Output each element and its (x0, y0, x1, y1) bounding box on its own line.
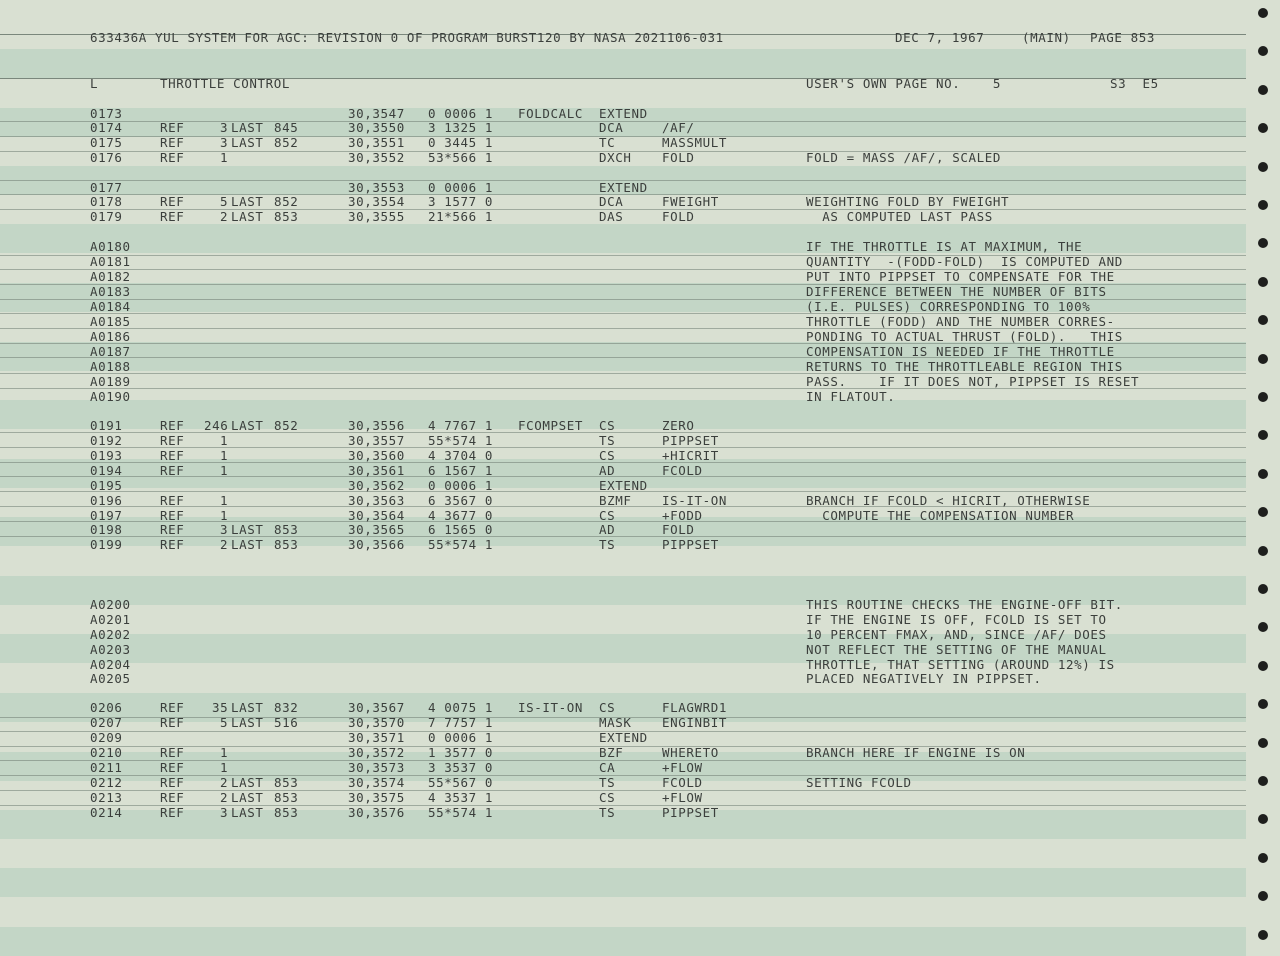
subheader-code: S3 E5 (1110, 76, 1159, 91)
green-band (0, 927, 1246, 956)
feed-hole (1258, 738, 1268, 748)
row-operand: +FLOW (662, 760, 703, 775)
row-comment: PONDING TO ACTUAL THRUST (FOLD). THIS (806, 329, 1123, 344)
row-line: 0197 (90, 508, 123, 523)
row-line: 0174 (90, 120, 123, 135)
row-op: AD (599, 463, 616, 478)
row-word: 4 3677 0 (428, 508, 494, 523)
row-operand: FOLD (662, 150, 695, 165)
row-comment: PLACED NEGATIVELY IN PIPPSET. (806, 671, 1042, 686)
row-op: CS (599, 448, 616, 463)
row-page: 516 (274, 715, 299, 730)
feed-hole (1258, 507, 1268, 517)
row-line: 0173 (90, 106, 123, 121)
row-ref: REF (160, 508, 185, 523)
row-addr: 30,3563 (348, 493, 405, 508)
row-op: DXCH (599, 150, 632, 165)
feed-hole (1258, 930, 1268, 940)
green-band (0, 810, 1246, 839)
row-comment: DIFFERENCE BETWEEN THE NUMBER OF BITS (806, 284, 1107, 299)
row-op: AD (599, 522, 616, 537)
row-line: A0204 (90, 657, 131, 672)
feed-hole (1258, 546, 1268, 556)
row-last: LAST (231, 715, 264, 730)
header-page: PAGE 853 (1090, 30, 1156, 45)
row-ref: REF (160, 493, 185, 508)
row-word: 6 1567 1 (428, 463, 494, 478)
row-line: A0203 (90, 642, 131, 657)
row-refnum: 1 (220, 463, 229, 478)
row-word: 53*566 1 (428, 150, 494, 165)
row-ref: REF (160, 715, 185, 730)
row-refnum: 1 (220, 760, 229, 775)
feed-hole (1258, 277, 1268, 287)
row-line: 0195 (90, 478, 123, 493)
feed-hole (1258, 392, 1268, 402)
header-date: DEC 7, 1967 (895, 30, 985, 45)
row-word: 7 7757 1 (428, 715, 494, 730)
header-assembly: (MAIN) (1022, 30, 1071, 45)
row-refnum: 1 (220, 448, 229, 463)
row-addr: 30,3571 (348, 730, 405, 745)
row-comment: THROTTLE, THAT SETTING (AROUND 12%) IS (806, 657, 1115, 672)
row-op: EXTEND (599, 106, 648, 121)
row-word: 0 0006 1 (428, 478, 494, 493)
row-word: 1 3577 0 (428, 745, 494, 760)
row-line: 0213 (90, 790, 123, 805)
row-op: CS (599, 418, 616, 433)
print-rule (0, 760, 1246, 761)
row-word: 55*574 1 (428, 805, 494, 820)
print-rule (0, 447, 1246, 448)
row-label: FOLDCALC (518, 106, 584, 121)
row-operand: /AF/ (662, 120, 695, 135)
row-refnum: 3 (220, 135, 229, 150)
row-line: 0196 (90, 493, 123, 508)
print-rule (0, 536, 1246, 537)
row-line: 0178 (90, 194, 123, 209)
row-addr: 30,3550 (348, 120, 405, 135)
row-addr: 30,3557 (348, 433, 405, 448)
print-rule (0, 476, 1246, 477)
feed-hole (1258, 315, 1268, 325)
row-page: 853 (274, 775, 299, 790)
row-comment: WEIGHTING FOLD BY FWEIGHT (806, 194, 1010, 209)
feed-hole (1258, 622, 1268, 632)
row-last: LAST (231, 805, 264, 820)
row-last: LAST (231, 209, 264, 224)
row-word: 0 0006 1 (428, 180, 494, 195)
row-addr: 30,3554 (348, 194, 405, 209)
row-line: A0184 (90, 299, 131, 314)
row-operand: ENGINBIT (662, 715, 728, 730)
row-comment: THIS ROUTINE CHECKS THE ENGINE-OFF BIT. (806, 597, 1123, 612)
row-last: LAST (231, 522, 264, 537)
row-comment: 10 PERCENT FMAX, AND, SINCE /AF/ DOES (806, 627, 1107, 642)
print-rule (0, 805, 1246, 806)
row-ref: REF (160, 790, 185, 805)
row-page: 853 (274, 790, 299, 805)
row-addr: 30,3575 (348, 790, 405, 805)
feed-hole (1258, 46, 1268, 56)
row-comment: PUT INTO PIPPSET TO COMPENSATE FOR THE (806, 269, 1115, 284)
row-line: 0214 (90, 805, 123, 820)
feed-hole (1258, 853, 1268, 863)
row-op: BZF (599, 745, 624, 760)
row-addr: 30,3553 (348, 180, 405, 195)
row-word: 55*567 0 (428, 775, 494, 790)
feed-hole (1258, 661, 1268, 671)
row-word: 4 3704 0 (428, 448, 494, 463)
row-page: 853 (274, 522, 299, 537)
feed-hole (1258, 891, 1268, 901)
feed-hole (1258, 85, 1268, 95)
row-refnum: 5 (220, 194, 229, 209)
row-operand: PIPPSET (662, 805, 719, 820)
row-last: LAST (231, 418, 264, 433)
row-operand: FOLD (662, 522, 695, 537)
green-band (0, 868, 1246, 897)
feed-hole (1258, 814, 1268, 824)
feed-hole (1258, 699, 1268, 709)
row-addr: 30,3547 (348, 106, 405, 121)
row-word: 21*566 1 (428, 209, 494, 224)
row-page: 853 (274, 537, 299, 552)
row-last: LAST (231, 194, 264, 209)
row-op: TS (599, 537, 616, 552)
row-refnum: 1 (220, 433, 229, 448)
row-op: DAS (599, 209, 624, 224)
row-addr: 30,3560 (348, 448, 405, 463)
row-ref: REF (160, 775, 185, 790)
row-comment: FOLD = MASS /AF/, SCALED (806, 150, 1002, 165)
row-addr: 30,3562 (348, 478, 405, 493)
row-word: 4 7767 1 (428, 418, 494, 433)
feed-hole (1258, 354, 1268, 364)
row-ref: REF (160, 463, 185, 478)
row-last: LAST (231, 790, 264, 805)
row-comment: AS COMPUTED LAST PASS (806, 209, 993, 224)
row-ref: REF (160, 760, 185, 775)
row-op: EXTEND (599, 180, 648, 195)
row-comment: NOT REFLECT THE SETTING OF THE MANUAL (806, 642, 1107, 657)
row-word: 55*574 1 (428, 537, 494, 552)
row-last: LAST (231, 120, 264, 135)
row-line: A0205 (90, 671, 131, 686)
row-addr: 30,3556 (348, 418, 405, 433)
feed-hole (1258, 584, 1268, 594)
row-ref: REF (160, 448, 185, 463)
row-page: 845 (274, 120, 299, 135)
row-ref: REF (160, 700, 185, 715)
row-comment: IN FLATOUT. (806, 389, 896, 404)
row-ref: REF (160, 209, 185, 224)
row-addr: 30,3552 (348, 150, 405, 165)
row-comment: RETURNS TO THE THROTTLEABLE REGION THIS (806, 359, 1123, 374)
row-line: 0198 (90, 522, 123, 537)
row-ref: REF (160, 805, 185, 820)
row-word: 6 3567 0 (428, 493, 494, 508)
row-comment: BRANCH IF FCOLD < HICRIT, OTHERWISE (806, 493, 1091, 508)
row-line: A0182 (90, 269, 131, 284)
row-refnum: 1 (220, 745, 229, 760)
row-line: 0175 (90, 135, 123, 150)
row-page: 852 (274, 194, 299, 209)
row-refnum: 3 (220, 805, 229, 820)
row-comment: COMPUTE THE COMPENSATION NUMBER (806, 508, 1075, 523)
row-line: A0185 (90, 314, 131, 329)
row-line: 0176 (90, 150, 123, 165)
row-ref: REF (160, 135, 185, 150)
feed-hole (1258, 776, 1268, 786)
row-operand: PIPPSET (662, 433, 719, 448)
row-op: DCA (599, 194, 624, 209)
row-word: 4 0075 1 (428, 700, 494, 715)
row-line: A0183 (90, 284, 131, 299)
row-label: IS-IT-ON (518, 700, 584, 715)
row-comment: IF THE ENGINE IS OFF, FCOLD IS SET TO (806, 612, 1107, 627)
row-line: 0209 (90, 730, 123, 745)
row-ref: REF (160, 150, 185, 165)
row-line: A0187 (90, 344, 131, 359)
row-line: 0179 (90, 209, 123, 224)
row-line: A0180 (90, 239, 131, 254)
row-ref: REF (160, 194, 185, 209)
row-operand: ZERO (662, 418, 695, 433)
row-op: DCA (599, 120, 624, 135)
row-ref: REF (160, 522, 185, 537)
row-op: EXTEND (599, 730, 648, 745)
row-last: LAST (231, 537, 264, 552)
row-operand: FLAGWRD1 (662, 700, 728, 715)
users-own-page: USER'S OWN PAGE NO. 5 (806, 76, 1002, 91)
print-rule (0, 775, 1246, 776)
print-rule (0, 462, 1246, 463)
row-ref: REF (160, 537, 185, 552)
row-line: 0212 (90, 775, 123, 790)
row-op: CA (599, 760, 616, 775)
row-refnum: 5 (220, 715, 229, 730)
row-page: 853 (274, 209, 299, 224)
row-refnum: 1 (220, 508, 229, 523)
row-label: FCOMPSET (518, 418, 584, 433)
subheader-marker: L (90, 76, 99, 91)
row-line: A0200 (90, 597, 131, 612)
print-rule (0, 136, 1246, 137)
row-addr: 30,3564 (348, 508, 405, 523)
row-refnum: 2 (220, 537, 229, 552)
row-line: A0190 (90, 389, 131, 404)
green-band (0, 400, 1246, 429)
row-word: 3 1577 0 (428, 194, 494, 209)
row-comment: BRANCH HERE IF ENGINE IS ON (806, 745, 1026, 760)
green-band (0, 49, 1246, 78)
row-word: 0 3445 1 (428, 135, 494, 150)
row-line: 0194 (90, 463, 123, 478)
row-line: A0202 (90, 627, 131, 642)
row-page: 853 (274, 805, 299, 820)
row-last: LAST (231, 700, 264, 715)
row-line: 0206 (90, 700, 123, 715)
row-refnum: 3 (220, 522, 229, 537)
row-addr: 30,3567 (348, 700, 405, 715)
row-page: 852 (274, 135, 299, 150)
row-comment: THROTTLE (FODD) AND THE NUMBER CORRES- (806, 314, 1115, 329)
row-addr: 30,3551 (348, 135, 405, 150)
row-page: 852 (274, 418, 299, 433)
row-comment: (I.E. PULSES) CORRESPONDING TO 100% (806, 299, 1091, 314)
tractor-feed-holes (1254, 0, 1274, 956)
row-last: LAST (231, 775, 264, 790)
row-comment: PASS. IF IT DOES NOT, PIPPSET IS RESET (806, 374, 1140, 389)
row-refnum: 3 (220, 120, 229, 135)
row-op: TS (599, 805, 616, 820)
row-op: TC (599, 135, 616, 150)
row-line: A0188 (90, 359, 131, 374)
header-title: 633436A YUL SYSTEM FOR AGC: REVISION 0 OF PROGRAM BURST120 BY NASA 2021106-031 (90, 30, 724, 45)
row-refnum: 1 (220, 493, 229, 508)
row-refnum: 35 (212, 700, 229, 715)
row-comment: COMPENSATION IS NEEDED IF THE THROTTLE (806, 344, 1115, 359)
row-addr: 30,3565 (348, 522, 405, 537)
row-word: 4 3537 1 (428, 790, 494, 805)
row-comment: QUANTITY -(FODD-FOLD) IS COMPUTED AND (806, 254, 1123, 269)
row-operand: +FLOW (662, 790, 703, 805)
print-rule (0, 790, 1246, 791)
row-op: TS (599, 775, 616, 790)
feed-hole (1258, 469, 1268, 479)
row-operand: FOLD (662, 209, 695, 224)
row-refnum: 2 (220, 775, 229, 790)
row-op: BZMF (599, 493, 632, 508)
row-word: 3 3537 0 (428, 760, 494, 775)
row-ref: REF (160, 120, 185, 135)
row-operand: FCOLD (662, 463, 703, 478)
row-op: EXTEND (599, 478, 648, 493)
row-line: 0199 (90, 537, 123, 552)
row-op: CS (599, 700, 616, 715)
row-word: 6 1565 0 (428, 522, 494, 537)
row-line: A0189 (90, 374, 131, 389)
row-op: TS (599, 433, 616, 448)
row-refnum: 246 (204, 418, 229, 433)
row-word: 3 1325 1 (428, 120, 494, 135)
row-word: 0 0006 1 (428, 730, 494, 745)
row-op: CS (599, 790, 616, 805)
row-operand: WHERETO (662, 745, 719, 760)
row-word: 0 0006 1 (428, 106, 494, 121)
row-op: CS (599, 508, 616, 523)
row-page: 832 (274, 700, 299, 715)
row-refnum: 2 (220, 790, 229, 805)
feed-hole (1258, 200, 1268, 210)
row-refnum: 1 (220, 150, 229, 165)
row-addr: 30,3574 (348, 775, 405, 790)
row-line: 0177 (90, 180, 123, 195)
row-addr: 30,3570 (348, 715, 405, 730)
print-rule (0, 432, 1246, 433)
row-comment: SETTING FCOLD (806, 775, 912, 790)
feed-hole (1258, 430, 1268, 440)
row-addr: 30,3576 (348, 805, 405, 820)
row-ref: REF (160, 745, 185, 760)
row-last: LAST (231, 135, 264, 150)
row-line: A0186 (90, 329, 131, 344)
row-operand: FCOLD (662, 775, 703, 790)
row-operand: PIPPSET (662, 537, 719, 552)
feed-hole (1258, 238, 1268, 248)
section-title: THROTTLE CONTROL (160, 76, 291, 91)
row-word: 55*574 1 (428, 433, 494, 448)
row-addr: 30,3555 (348, 209, 405, 224)
row-addr: 30,3566 (348, 537, 405, 552)
row-ref: REF (160, 418, 185, 433)
row-line: 0207 (90, 715, 123, 730)
row-addr: 30,3561 (348, 463, 405, 478)
row-line: A0201 (90, 612, 131, 627)
row-line: A0181 (90, 254, 131, 269)
row-refnum: 2 (220, 209, 229, 224)
feed-hole (1258, 8, 1268, 18)
feed-hole (1258, 123, 1268, 133)
row-line: 0193 (90, 448, 123, 463)
row-operand: FWEIGHT (662, 194, 719, 209)
row-addr: 30,3572 (348, 745, 405, 760)
row-op: MASK (599, 715, 632, 730)
row-operand: IS-IT-ON (662, 493, 728, 508)
row-line: 0192 (90, 433, 123, 448)
feed-hole (1258, 162, 1268, 172)
row-operand: +FODD (662, 508, 703, 523)
row-line: 0211 (90, 760, 123, 775)
row-line: 0191 (90, 418, 123, 433)
row-addr: 30,3573 (348, 760, 405, 775)
row-comment: IF THE THROTTLE IS AT MAXIMUM, THE (806, 239, 1083, 254)
row-line: 0210 (90, 745, 123, 760)
row-ref: REF (160, 433, 185, 448)
row-operand: MASSMULT (662, 135, 728, 150)
row-operand: +HICRIT (662, 448, 719, 463)
